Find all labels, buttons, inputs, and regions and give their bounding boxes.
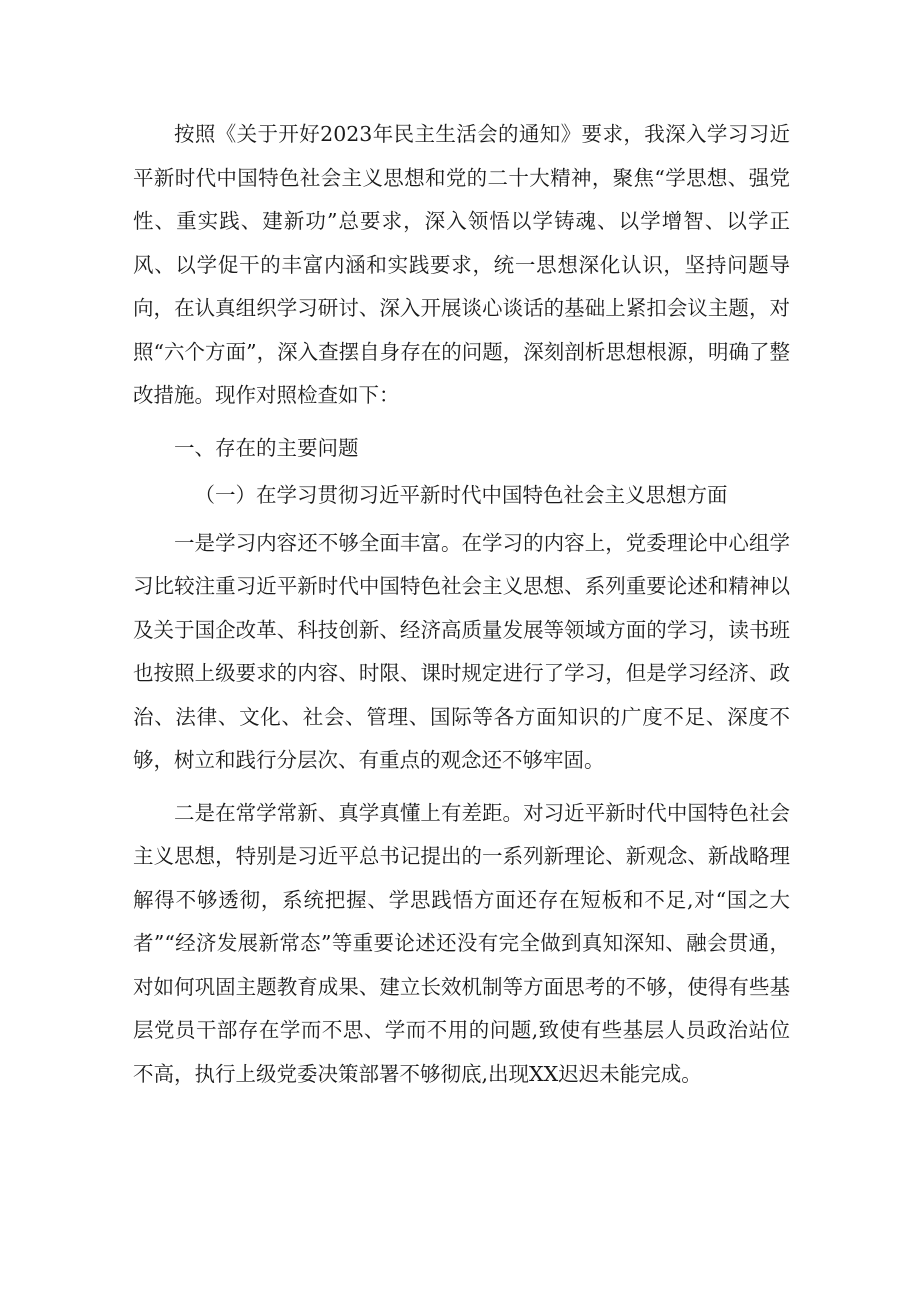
- body-paragraph-1: 一是学习内容还不够全面丰富。在学习的内容上，党委理论中心组学习比较注重习近平新时代中国特色社会主义思想、系列重要论述和精神以及关于国企改革、科技创新、经济高质量发展等领域方面的学习，读书班也按照上级要求的内容、时限、课时规定进行了学习，但是学习经济、政治、法律、文化、社会、管理、国际等各方面知识的广度不足、深度不够，树立和践行分层次、有重点的观念还不够牢固。: [133, 530, 790, 772]
- section-heading: 一、存在的主要问题: [174, 435, 359, 460]
- intro-paragraph: 按照《关于开好2023年民主生活会的通知》要求，我深入学习习近平新时代中国特色社会主义思想和党的二十大精神，聚焦“学思想、强党性、重实践、建新功”总要求，深入领悟以学铸魂、以学增智、以学正风、以学促干的丰富内涵和实践要求，统一思想深化认识，坚持问题导向，在认真组织学习研讨、深入开展谈心谈话的基础上紧扣会议主题，对照“六个方面”，深入查摆自身存在的问题，深刻剖析思想根源，明确了整改措施。现作对照检查如下：: [133, 122, 790, 407]
- body-paragraph-2: 二是在常学常新、真学真懂上有差距。对习近平新时代中国特色社会主义思想，特别是习近平总书记提出的一系列新理论、新观念、新战略理解得不够透彻，系统把握、学思践悟方面还存在短板和不足,对“国之大者”“经济发展新常态”等重要论述还没有完全做到真知深知、融会贯通，对如何巩固主题教育成果、建立长效机制等方面思考的不够，使得有些基层党员干部存在学而不思、学而不用的问题,致使有些基层人员政治站位不高，执行上级党委决策部署不够彻底,出现XX迟迟未能完成。: [133, 800, 790, 1086]
- subsection-heading: （一）在学习贯彻习近平新时代中国特色社会主义思想方面: [194, 483, 728, 507]
- document-body: [133, 113, 790, 1096]
